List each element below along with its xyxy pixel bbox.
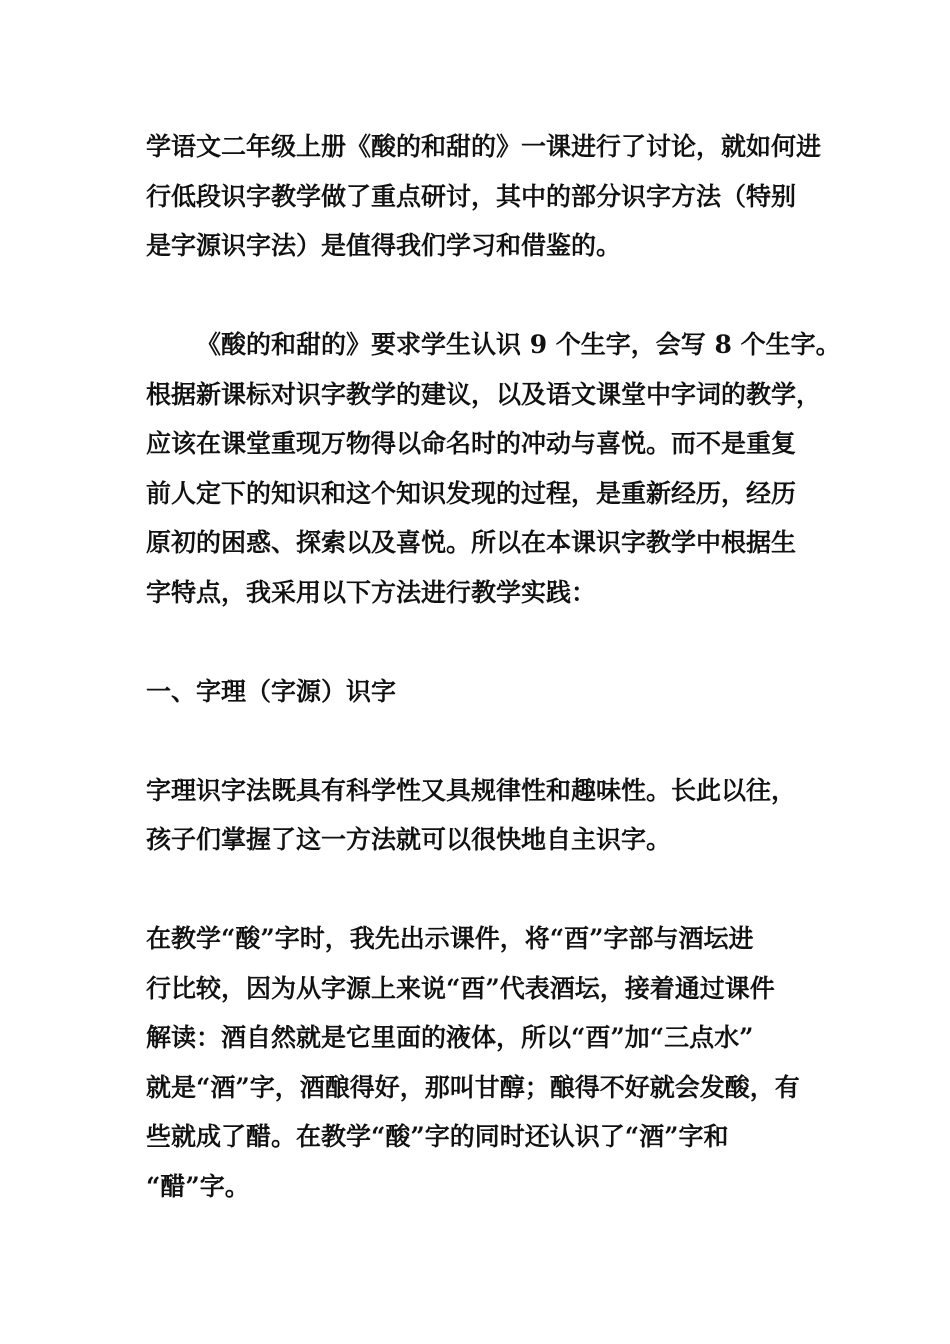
text-line: 《酸的和甜的》要求学生认识 9 个生字，会写 8 个生字。 [196,330,841,359]
text-line: 孩子们掌握了这一方法就可以很快地自主识字。 [146,825,672,854]
heading-text: 一、字理（字源）识字 [146,676,397,706]
text-line: 解读：酒自然就是它里面的液体，所以“酉”加“三点水” [146,1023,754,1052]
text-line: 字理识字法既具有科学性又具规律性和趣味性。长此以往， [146,775,797,805]
paragraph-example [146,914,826,1211]
text-line: “醋”字。 [146,1171,250,1201]
text-line: 就是“酒”字，酒酿得好，那叫甘醇；酿得不好就会发酸，有 [146,1072,800,1102]
text-line: 根据新课标对识字教学的建议，以及语文课堂中字词的教学， [146,379,822,409]
document-body [146,122,841,1211]
text-line: 应该在课堂重现万物得以命名时的冲动与喜悦。而不是重复 [146,429,797,458]
text-line: 前人定下的知识和这个知识发现的过程，是重新经历，经历 [146,478,797,508]
text-line: 原初的困惑、探索以及喜悦。所以在本课识字教学中根据生 [146,528,797,557]
paragraph-requirements [146,320,841,617]
text-line: 是字源识字法）是值得我们学习和借鉴的。 [146,231,622,260]
paragraph-intro [146,122,826,271]
text-line: 学语文二年级上册《酸的和甜的》一课进行了讨论，就如何进 [146,132,822,161]
section-heading [146,667,826,717]
text-line: 行低段识字教学做了重点研讨，其中的部分识字方法（特别 [146,181,797,211]
paragraph-method-description [146,766,826,865]
text-line: 字特点，我采用以下方法进行教学实践： [146,577,597,607]
text-line: 行比较，因为从字源上来说“酉”代表酒坛，接着通过课件 [146,973,775,1003]
text-line: 在教学“酸”字时，我先出示课件，将“酉”字部与酒坛进 [146,924,754,953]
text-line: 些就成了醋。在教学“酸”字的同时还认识了“酒”字和 [146,1122,729,1151]
